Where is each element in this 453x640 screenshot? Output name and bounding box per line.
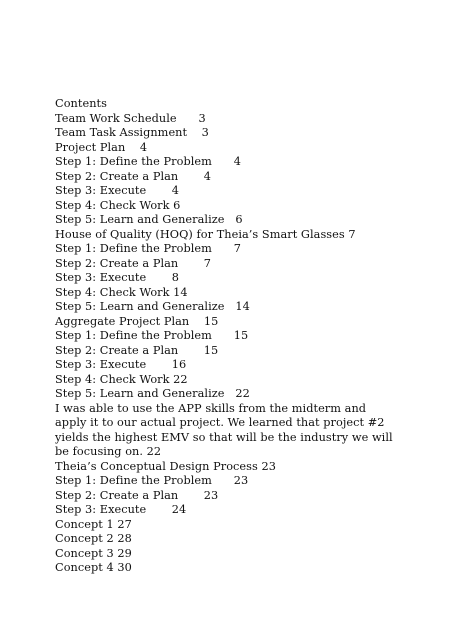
toc-entry: Step 2: Create a Plan 4 (55, 169, 211, 183)
toc-entry: Concept 2 28 (55, 532, 132, 545)
toc-entry: Step 4: Check Work 6 (55, 198, 181, 212)
toc-entry: House of Quality (HOQ) for Theia’s Smart Glasses 7 (55, 227, 356, 241)
toc-entry: Project Plan 4 (55, 140, 148, 154)
toc-entry: Step 4: Check Work 22 (55, 372, 188, 386)
toc-entry: Step 3: Execute 24 (55, 503, 187, 516)
toc-entry: Team Work Schedule 3 (55, 111, 206, 125)
toc-entry: Aggregate Project Plan 15 (55, 314, 219, 328)
toc-entry: Step 5: Learn and Generalize 14 (55, 300, 250, 313)
toc-entry: Step 5: Learn and Generalize 22 (55, 387, 250, 400)
toc-entry: Step 3: Execute 4 (55, 184, 179, 197)
toc-entry: Step 1: Define the Problem 4 (55, 155, 241, 168)
toc-entry: Concept 1 27 (55, 517, 132, 531)
toc-entry: Step 1: Define the Problem 23 (55, 474, 249, 487)
toc-entry: Step 3: Execute 16 (55, 358, 187, 371)
toc-paragraph: I was able to use the APP skills from the midterm and apply it to our actual project. We learned that project #2 yields the highest EMV so that will be the industry we will be focusing on. 22 (55, 401, 393, 458)
toc-entry: Concept 3 29 (55, 546, 132, 560)
toc-entry: Step 1: Define the Problem 7 (55, 242, 241, 255)
toc-entry: Step 2: Create a Plan 15 (55, 343, 219, 357)
toc-entry: Step 4: Check Work 14 (55, 285, 188, 299)
toc-entry: Step 2: Create a Plan 23 (55, 488, 219, 502)
toc-entry: Theia’s Conceptual Design Process 23 (55, 459, 276, 473)
toc-entry: Team Task Assignment 3 (55, 126, 209, 139)
toc-heading: Contents (55, 97, 107, 110)
toc-entry: Step 3: Execute 8 (55, 271, 179, 284)
toc-entry: Step 2: Create a Plan 7 (55, 256, 211, 270)
table-of-contents (55, 97, 400, 576)
toc-entry: Step 1: Define the Problem 15 (55, 329, 249, 342)
toc-entry: Concept 4 30 (55, 561, 132, 574)
toc-entry: Step 5: Learn and Generalize 6 (55, 213, 243, 226)
